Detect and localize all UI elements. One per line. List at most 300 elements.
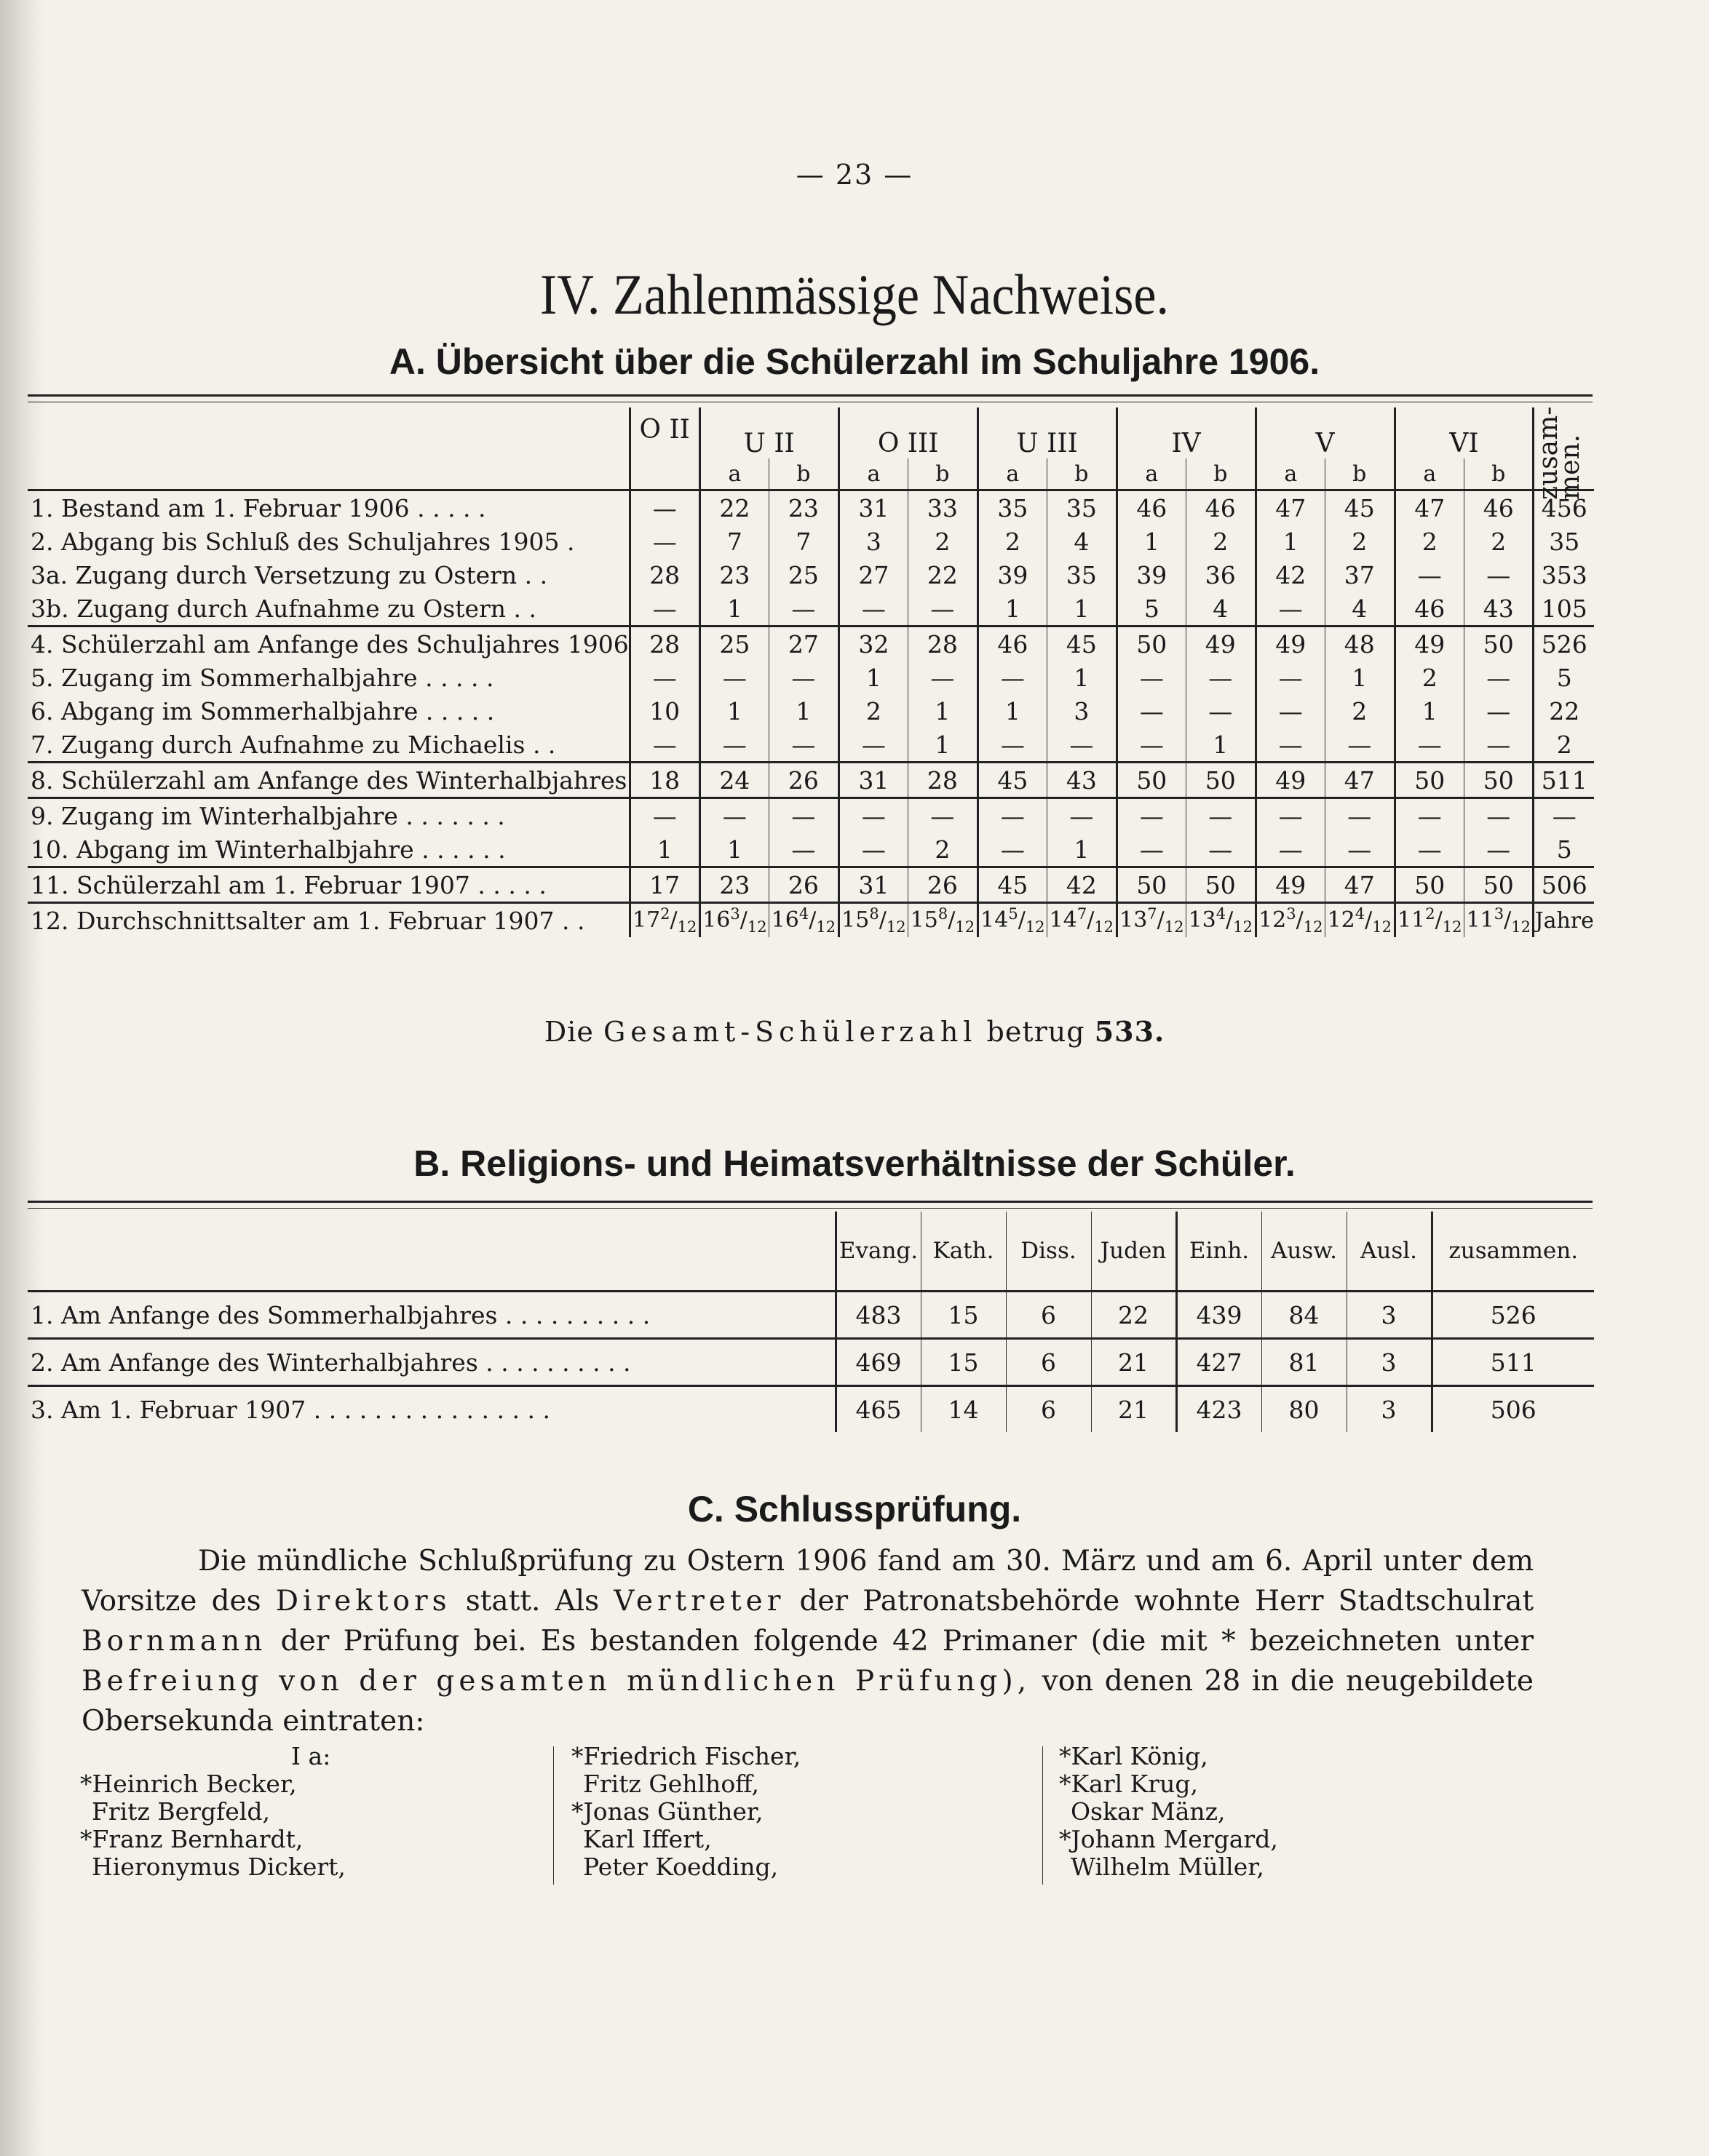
table-row <box>28 661 1594 694</box>
table-row <box>28 490 1594 525</box>
fraction-slash: / <box>1296 907 1304 933</box>
table-cell: — <box>769 798 838 833</box>
age-numerator: 2 <box>660 905 670 923</box>
table-cell: — <box>1395 832 1464 867</box>
age-whole: 16 <box>702 907 731 933</box>
table-cell: 84 <box>1261 1292 1347 1339</box>
table-cell: 526 <box>1534 626 1594 661</box>
table-cell: 6 <box>1006 1339 1091 1386</box>
table-cell: 22 <box>1091 1292 1176 1339</box>
age-denominator: 12 <box>677 918 697 936</box>
age-cell <box>1047 903 1117 938</box>
age-cell <box>1256 903 1325 938</box>
table-cell: 28 <box>908 763 978 798</box>
name-column-3 <box>1059 1743 1278 1881</box>
header-diss: Diss. <box>1006 1212 1091 1292</box>
table-cell: 49 <box>1256 626 1325 661</box>
page-edge-shadow <box>0 0 44 2156</box>
age-whole: 16 <box>771 907 799 933</box>
fraction-slash: / <box>948 907 956 933</box>
row-label: 7. Zugang durch Aufnahme zu Michaelis . . <box>28 728 630 763</box>
age-cell <box>908 903 978 938</box>
header-zusammen: zusammen. <box>1432 1212 1594 1292</box>
age-denominator: 12 <box>955 918 975 936</box>
table-cell: 22 <box>1534 694 1594 728</box>
age-cell <box>1464 903 1534 938</box>
table-cell: 1 <box>908 694 978 728</box>
table-cell: — <box>1117 728 1186 763</box>
table-cell: 1 <box>978 694 1047 728</box>
table-cell: 3 <box>1347 1292 1432 1339</box>
table-cell: 80 <box>1261 1386 1347 1433</box>
subheader-label-spacer <box>28 458 630 490</box>
age-numerator: 4 <box>798 905 809 923</box>
table-cell: — <box>1256 832 1325 867</box>
table-cell: — <box>630 661 699 694</box>
table-cell: 21 <box>1091 1339 1176 1386</box>
table-cell: 35 <box>1047 558 1117 592</box>
age-numerator: 5 <box>1008 905 1018 923</box>
table-cell: — <box>1464 832 1534 867</box>
table-cell: 3 <box>838 525 908 558</box>
table-cell: — <box>1256 694 1325 728</box>
table-cell: 46 <box>978 626 1047 661</box>
table-cell: 2 <box>1325 525 1395 558</box>
fraction-slash: / <box>1087 907 1095 933</box>
row-label: 2. Abgang bis Schluß des Schuljahres 1905 . <box>31 527 575 556</box>
age-denominator: 12 <box>886 918 906 936</box>
table-row <box>28 626 1594 661</box>
table-cell: 427 <box>1176 1339 1261 1386</box>
table-row <box>28 763 1594 798</box>
total-text-pre: Die <box>544 1016 594 1048</box>
group-header-o2: O II <box>630 407 699 490</box>
table-cell: 2 <box>908 525 978 558</box>
table-row <box>28 1339 1594 1386</box>
list-item: Oskar Mänz, <box>1071 1797 1226 1826</box>
table-cell: 50 <box>1186 763 1256 798</box>
table-cell: 39 <box>978 558 1047 592</box>
fraction-slash: / <box>879 907 887 933</box>
table-cell: 50 <box>1464 763 1534 798</box>
table-cell: 42 <box>1256 558 1325 592</box>
table-cell: 506 <box>1534 867 1594 903</box>
table-cell: 14 <box>921 1386 1006 1433</box>
table-cell: 3 <box>1047 694 1117 728</box>
table-cell: 5 <box>1117 592 1186 626</box>
table-cell: 1 <box>1047 832 1117 867</box>
table-cell: — <box>1464 798 1534 833</box>
table-cell: 1 <box>978 592 1047 626</box>
table-cell: 47 <box>1256 490 1325 525</box>
table-cell: — <box>908 661 978 694</box>
header-einh: Einh. <box>1176 1212 1261 1292</box>
subheader: a <box>1117 458 1186 490</box>
table-cell: — <box>1534 798 1594 833</box>
list-item: *Karl Krug, <box>1059 1770 1198 1798</box>
table-cell: 35 <box>978 490 1047 525</box>
total-header-text: zusam-men. <box>1534 406 1586 500</box>
table-cell: 35 <box>1047 490 1117 525</box>
table-cell: 1 <box>769 694 838 728</box>
table-cell: 105 <box>1534 592 1594 626</box>
table-row <box>28 1292 1594 1339</box>
age-denominator: 12 <box>1442 918 1462 936</box>
table-cell: 439 <box>1176 1292 1261 1339</box>
table-cell: — <box>630 592 699 626</box>
table-cell: 26 <box>769 763 838 798</box>
table-cell: 23 <box>699 558 769 592</box>
table-cell: — <box>1186 798 1256 833</box>
table-cell: 28 <box>630 558 699 592</box>
table-cell: 7 <box>769 525 838 558</box>
age-denominator: 12 <box>1511 918 1531 936</box>
table-cell: — <box>1395 728 1464 763</box>
column-divider-1 <box>553 1746 554 1885</box>
table-cell: 47 <box>1325 867 1395 903</box>
table-cell: 2 <box>1534 728 1594 763</box>
group-header-5: V <box>1256 407 1395 458</box>
table-cell: 7 <box>699 525 769 558</box>
name-column-2 <box>571 1743 801 1881</box>
table-cell: 2 <box>1464 525 1534 558</box>
table-cell: 50 <box>1464 867 1534 903</box>
table-cell: — <box>699 798 769 833</box>
table-cell: — <box>1256 728 1325 763</box>
table-cell: — <box>1325 798 1395 833</box>
table-cell: 4 <box>1047 525 1117 558</box>
subheader: a <box>1256 458 1325 490</box>
table-cell: — <box>908 798 978 833</box>
fraction-slash: / <box>1435 907 1443 933</box>
table-row <box>28 832 1594 867</box>
schuelerzahl-table <box>28 407 1594 937</box>
table-cell: 50 <box>1395 867 1464 903</box>
row-label: 9. Zugang im Winterhalbjahre . . . . . . . <box>31 801 505 830</box>
table-cell: 48 <box>1325 626 1395 661</box>
header-kath: Kath. <box>921 1212 1006 1292</box>
table-cell: 23 <box>769 490 838 525</box>
table-cell: 45 <box>1325 490 1395 525</box>
table-cell: — <box>978 661 1047 694</box>
table-row <box>28 867 1594 903</box>
table-cell: 27 <box>838 558 908 592</box>
age-numerator: 3 <box>1286 905 1296 923</box>
age-denominator: 12 <box>1164 918 1184 936</box>
table-cell: — <box>769 592 838 626</box>
subheader: b <box>769 458 838 490</box>
list-item: Peter Koedding, <box>583 1853 779 1881</box>
age-numerator: 3 <box>730 905 740 923</box>
table-cell: 47 <box>1325 763 1395 798</box>
subheader: a <box>838 458 908 490</box>
row-label: 5. Zugang im Sommerhalbjahre . . . . . <box>31 663 494 692</box>
age-cell <box>978 903 1047 938</box>
exam-paragraph <box>82 1541 1534 1741</box>
class-label: I a: <box>291 1742 331 1770</box>
row-label: 3. Am 1. Februar 1907 . . . . . . . . . . . . . . . . <box>28 1386 836 1433</box>
age-numerator: 8 <box>937 905 948 923</box>
table-cell: 511 <box>1534 763 1594 798</box>
table-cell: 526 <box>1432 1292 1594 1339</box>
list-item: Fritz Bergfeld, <box>92 1797 270 1826</box>
age-cell <box>630 903 699 938</box>
row-label: 10. Abgang im Winterhalbjahre . . . . . . <box>28 832 630 867</box>
table-cell: 2 <box>838 694 908 728</box>
group-header-u3: U III <box>978 407 1117 458</box>
table-row <box>28 525 1594 558</box>
table-cell: 2 <box>978 525 1047 558</box>
table-cell: 50 <box>1117 867 1186 903</box>
table-cell: 32 <box>838 626 908 661</box>
age-whole: 14 <box>980 907 1009 933</box>
table-cell: 49 <box>1395 626 1464 661</box>
table-cell: — <box>630 728 699 763</box>
age-cell <box>1395 903 1464 938</box>
table-cell: 33 <box>908 490 978 525</box>
table-cell: 1 <box>1047 661 1117 694</box>
fraction-slash: / <box>670 907 678 933</box>
table-cell: — <box>908 592 978 626</box>
table-cell: 45 <box>1047 626 1117 661</box>
header-ausl: Ausl. <box>1347 1212 1432 1292</box>
table-cell: 45 <box>978 763 1047 798</box>
table-cell: 21 <box>1091 1386 1176 1433</box>
total-value: 533. <box>1094 1015 1165 1048</box>
fraction-slash: / <box>809 907 817 933</box>
age-whole: 12 <box>1258 907 1287 933</box>
table-cell: 3 <box>1347 1386 1432 1433</box>
age-cell <box>1186 903 1256 938</box>
name-column-1 <box>80 1770 346 1881</box>
table-cell: — <box>1395 798 1464 833</box>
table-cell: 2 <box>908 832 978 867</box>
list-item: Karl Iffert, <box>583 1825 712 1853</box>
para-part-2: statt. Als <box>465 1585 600 1618</box>
para-director: Direktors <box>275 1585 451 1618</box>
page-number: — 23 — <box>796 159 913 191</box>
list-item: Wilhelm Müller, <box>1071 1853 1264 1881</box>
table-cell: 1 <box>630 832 699 867</box>
table-cell: 5 <box>1534 661 1594 694</box>
table-cell: 423 <box>1176 1386 1261 1433</box>
fraction-slash: / <box>739 907 748 933</box>
table-cell: 36 <box>1186 558 1256 592</box>
table-cell: — <box>1117 798 1186 833</box>
table-cell: 22 <box>699 490 769 525</box>
para-part-5: von denen 28 in die neugebildete Obersekunda eintraten: <box>82 1665 1534 1738</box>
age-cell <box>769 903 838 938</box>
table-cell: 25 <box>769 558 838 592</box>
subheader: b <box>1325 458 1395 490</box>
age-denominator: 12 <box>747 918 767 936</box>
age-whole: 15 <box>910 907 938 933</box>
table-cell: 3 <box>1347 1339 1432 1386</box>
row-label: 3a. Zugang durch Versetzung zu Ostern . . <box>31 560 548 589</box>
table-cell: 18 <box>630 763 699 798</box>
table-cell: — <box>1325 832 1395 867</box>
subheader: b <box>1047 458 1117 490</box>
table-cell: — <box>838 728 908 763</box>
table-cell: 23 <box>699 867 769 903</box>
row-label: 3b. Zugang durch Aufnahme zu Ostern . . <box>28 592 630 626</box>
header-label-spacer <box>28 1212 836 1292</box>
table-cell: 28 <box>630 626 699 661</box>
table-cell: 22 <box>908 558 978 592</box>
table-cell: 483 <box>836 1292 921 1339</box>
table-cell: — <box>838 798 908 833</box>
row-label: 11. Schülerzahl am 1. Februar 1907 . . . . . <box>28 867 630 903</box>
header-label-spacer <box>28 407 630 458</box>
header-ausw: Ausw. <box>1261 1212 1347 1292</box>
age-denominator: 12 <box>1025 918 1045 936</box>
column-divider-2 <box>1042 1746 1043 1885</box>
fraction-slash: / <box>1365 907 1373 933</box>
age-numerator: 4 <box>1216 905 1226 923</box>
table-cell: 81 <box>1261 1339 1347 1386</box>
para-vertreter: Vertreter <box>614 1585 785 1618</box>
subheader: b <box>1186 458 1256 490</box>
table-cell: — <box>1117 694 1186 728</box>
para-bornmann: Bornmann <box>82 1625 267 1658</box>
age-whole: 14 <box>1049 907 1077 933</box>
table-cell: 25 <box>699 626 769 661</box>
table-cell: — <box>1256 592 1325 626</box>
table-cell: 6 <box>1006 1292 1091 1339</box>
table-cell: 1 <box>1186 728 1256 763</box>
table-cell: 1 <box>1325 661 1395 694</box>
age-whole: 13 <box>1188 907 1216 933</box>
table-cell: 46 <box>1464 490 1534 525</box>
table-cell: 4 <box>1325 592 1395 626</box>
table-cell: 15 <box>921 1292 1006 1339</box>
table-cell: 43 <box>1047 763 1117 798</box>
table-cell: — <box>978 798 1047 833</box>
table-cell: 353 <box>1534 558 1594 592</box>
age-numerator: 8 <box>869 905 879 923</box>
table-row <box>28 694 1594 728</box>
table-cell: 1 <box>699 832 769 867</box>
table-cell: — <box>1464 661 1534 694</box>
subheader: a <box>699 458 769 490</box>
age-unit: Jahre <box>1534 903 1594 938</box>
table-cell: 31 <box>838 490 908 525</box>
age-denominator: 12 <box>1372 918 1392 936</box>
table-cell: 456 <box>1534 490 1594 525</box>
table-cell: 50 <box>1395 763 1464 798</box>
age-whole: 17 <box>632 907 661 933</box>
header-evang: Evang. <box>836 1212 921 1292</box>
group-header-6: VI <box>1395 407 1534 458</box>
table-cell: 2 <box>1395 525 1464 558</box>
table-cell: 47 <box>1395 490 1464 525</box>
table-cell: 469 <box>836 1339 921 1386</box>
table-cell: — <box>769 661 838 694</box>
table-cell: — <box>699 728 769 763</box>
table-cell: 46 <box>1117 490 1186 525</box>
age-cell <box>838 903 908 938</box>
table-cell: 506 <box>1432 1386 1594 1433</box>
subheader: b <box>1464 458 1534 490</box>
table-cell: 17 <box>630 867 699 903</box>
table-cell: 49 <box>1186 626 1256 661</box>
total-text-spaced: Gesamt-Schülerzahl <box>603 1016 978 1048</box>
para-befreiung: Befreiung von der gesamten mündlichen Prüfung), <box>82 1665 1031 1698</box>
group-header-u2: U II <box>699 407 838 458</box>
table-cell: — <box>630 490 699 525</box>
table-cell: 50 <box>1186 867 1256 903</box>
section-b-title: B. Religions- und Heimatsverhältnisse der Schüler. <box>413 1143 1296 1184</box>
row-label: 2. Am Anfange des Winterhalbjahres . . . . . . . . . . <box>28 1339 836 1386</box>
table-cell: 1 <box>699 592 769 626</box>
table-row <box>28 798 1594 833</box>
age-whole: 11 <box>1397 907 1426 933</box>
table-cell: — <box>978 728 1047 763</box>
group-header-4: IV <box>1117 407 1256 458</box>
table-cell: 1 <box>838 661 908 694</box>
subheader: a <box>1395 458 1464 490</box>
table-cell: — <box>1256 798 1325 833</box>
table-cell: 50 <box>1117 626 1186 661</box>
table-cell: 24 <box>699 763 769 798</box>
section-b-top-rule <box>28 1201 1593 1203</box>
table-cell: — <box>769 728 838 763</box>
table-cell: 31 <box>838 867 908 903</box>
table-cell: 50 <box>1464 626 1534 661</box>
table-cell: 49 <box>1256 763 1325 798</box>
table-row <box>28 558 1594 592</box>
section-c-title: C. Schlussprüfung. <box>687 1489 1022 1530</box>
list-item: *Friedrich Fischer, <box>571 1742 801 1770</box>
table-cell: — <box>978 832 1047 867</box>
table-cell: 465 <box>836 1386 921 1433</box>
fraction-slash: / <box>1226 907 1234 933</box>
table-cell: — <box>838 832 908 867</box>
table-cell: 2 <box>1395 661 1464 694</box>
table-cell: 46 <box>1395 592 1464 626</box>
table-cell: 42 <box>1047 867 1117 903</box>
table-cell: — <box>1047 728 1117 763</box>
section-a-top-rule <box>28 394 1593 397</box>
table-row <box>28 1386 1594 1433</box>
age-numerator: 2 <box>1425 905 1435 923</box>
table-cell: 46 <box>1186 490 1256 525</box>
table-cell: 26 <box>769 867 838 903</box>
row-label: 12. Durchschnittsalter am 1. Februar 1907 . . <box>31 906 585 935</box>
table-cell: 49 <box>1256 867 1325 903</box>
table-row <box>28 728 1594 763</box>
table-cell: — <box>838 592 908 626</box>
table-cell: 50 <box>1117 763 1186 798</box>
list-item: Fritz Gehlhoff, <box>583 1770 759 1798</box>
table-cell: 1 <box>1047 592 1117 626</box>
list-item: *Jonas Günther, <box>571 1797 764 1826</box>
age-whole: 12 <box>1327 907 1355 933</box>
table-cell: 37 <box>1325 558 1395 592</box>
age-denominator: 12 <box>1233 918 1253 936</box>
table-cell: 511 <box>1432 1339 1594 1386</box>
main-title: IV. Zahlenmässige Nachweise. <box>539 263 1170 326</box>
subheader: a <box>978 458 1047 490</box>
list-item: *Johann Mergard, <box>1059 1825 1278 1853</box>
religion-table <box>28 1212 1594 1432</box>
table-cell: 35 <box>1534 525 1594 558</box>
table-cell: 1 <box>1395 694 1464 728</box>
table-cell: 28 <box>908 626 978 661</box>
table-cell: 4 <box>1186 592 1256 626</box>
table-cell: — <box>1325 728 1395 763</box>
table-cell: — <box>1117 832 1186 867</box>
